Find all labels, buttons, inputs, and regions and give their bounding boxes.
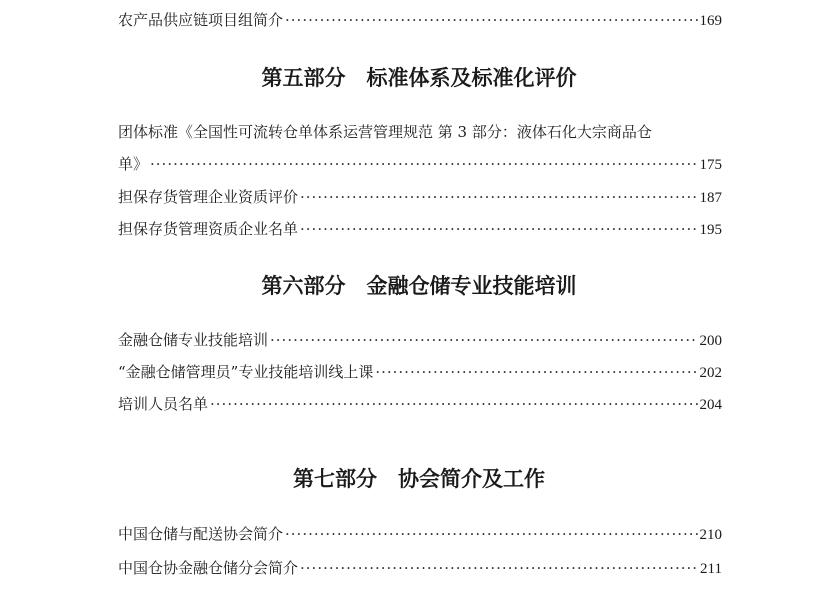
dot-leader: [285, 524, 697, 544]
dot-leader: [300, 558, 698, 578]
toc-entry-page: 195: [699, 222, 722, 238]
toc-entry-title: “金融仓储管理员”专业技能培训线上课: [118, 363, 374, 381]
toc-entry-title: 担保存货管理资质企业名单: [118, 220, 299, 238]
toc-entry-page: 187: [699, 190, 722, 206]
toc-entry-title: 中国仓储与配送协会简介: [118, 525, 284, 543]
dot-leader: [210, 394, 697, 414]
toc-entry[interactable]: [118, 394, 722, 415]
toc-entry[interactable]: [118, 10, 722, 31]
toc-entry-page: 200: [699, 333, 722, 349]
section-heading-part7: 第七部分 协会简介及工作: [293, 466, 545, 491]
toc-entry-page: 169: [699, 13, 722, 29]
toc-entry-title: 金融仓储专业技能培训: [118, 331, 269, 349]
section-heading-part5: 第五部分 标准体系及标准化评价: [261, 65, 577, 90]
toc-entry-title: 担保存货管理企业资质评价: [118, 188, 299, 206]
toc-entry-title: 中国仓协金融仓储分会简介: [118, 559, 299, 577]
dot-leader: [270, 330, 697, 350]
dot-leader: [300, 187, 697, 207]
toc-entry[interactable]: [118, 187, 722, 208]
toc-entry-page: 202: [699, 365, 722, 381]
section-heading-part6: 第六部分 金融仓储专业技能培训: [261, 273, 577, 298]
toc-entry[interactable]: [118, 558, 722, 579]
toc-entry[interactable]: [118, 362, 722, 383]
dot-leader: [285, 10, 697, 30]
toc-entry-page: 175: [699, 157, 722, 173]
toc-entry-page: 210: [699, 527, 722, 543]
toc-entry-title: 单》: [118, 155, 149, 173]
toc-entry-title: 培训人员名单: [118, 395, 209, 413]
dot-leader: [300, 219, 697, 239]
dot-leader: [150, 154, 697, 174]
toc-entry[interactable]: [118, 524, 722, 545]
toc-entry-page: 211: [700, 561, 722, 577]
toc-entry-title: 农产品供应链项目组简介: [118, 11, 284, 29]
toc-entry[interactable]: [118, 154, 722, 175]
toc-entry[interactable]: [118, 330, 722, 351]
toc-entry[interactable]: [118, 219, 722, 240]
toc-entry-standard-line1[interactable]: 团体标准《全国性可流转仓单体系运营管理规范 第 3 部分：液体石化大宗商品仓: [118, 123, 652, 141]
dot-leader: [375, 362, 697, 382]
toc-entry-page: 204: [699, 397, 722, 413]
